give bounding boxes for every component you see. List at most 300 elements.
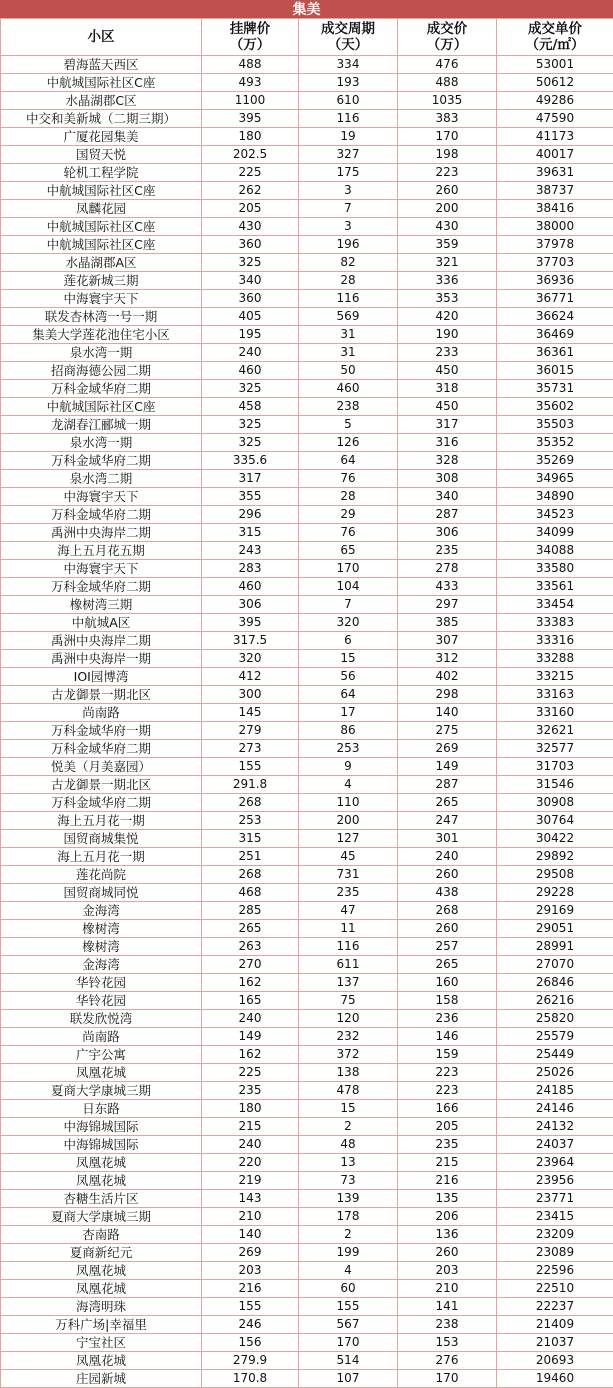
deal-price-cell: 402: [398, 668, 497, 686]
table-row: [1, 956, 613, 974]
deal-cycle-cell: 5: [299, 416, 398, 434]
listing-price-cell: 155: [202, 758, 299, 776]
deal-cycle-cell: 200: [299, 812, 398, 830]
listing-price-cell: 180: [202, 128, 299, 146]
deal-price-cell: 158: [398, 992, 497, 1010]
deal-price-cell: 260: [398, 182, 497, 200]
table-row: [1, 1172, 613, 1190]
community-cell: 莲花新城三期: [1, 272, 202, 290]
listing-price-cell: 265: [202, 920, 299, 938]
unit-price-cell: 24185: [497, 1082, 613, 1100]
community-cell: 凤凰花城: [1, 1172, 202, 1190]
listing-price-cell: 162: [202, 974, 299, 992]
community-cell: 悦美（月美嘉园）: [1, 758, 202, 776]
table-row: [1, 650, 613, 668]
table-row: [1, 686, 613, 704]
table-row: [1, 488, 613, 506]
deal-cycle-cell: 116: [299, 290, 398, 308]
deal-price-cell: 149: [398, 758, 497, 776]
deal-price-cell: 240: [398, 848, 497, 866]
community-cell: 泉水湾一期: [1, 344, 202, 362]
community-cell: 广宇公寓: [1, 1046, 202, 1064]
deal-price-cell: 170: [398, 128, 497, 146]
community-cell: 日东路: [1, 1100, 202, 1118]
table-row: [1, 1280, 613, 1298]
unit-price-cell: 33561: [497, 578, 613, 596]
table-row: [1, 1010, 613, 1028]
unit-price-cell: 23089: [497, 1244, 613, 1262]
listing-price-cell: 325: [202, 254, 299, 272]
deal-price-cell: 260: [398, 1244, 497, 1262]
community-cell: 凤凰花城: [1, 1154, 202, 1172]
unit-price-cell: 30422: [497, 830, 613, 848]
deal-cycle-cell: 3: [299, 182, 398, 200]
listing-price-cell: 219: [202, 1172, 299, 1190]
deal-price-cell: 206: [398, 1208, 497, 1226]
unit-price-cell: 35602: [497, 398, 613, 416]
table-row: [1, 1316, 613, 1334]
listing-price-cell: 395: [202, 614, 299, 632]
deal-price-cell: 318: [398, 380, 497, 398]
listing-price-cell: 240: [202, 1010, 299, 1028]
listing-price-cell: 458: [202, 398, 299, 416]
header-deal-cycle-unit: （天）: [299, 37, 397, 53]
deal-cycle-cell: 327: [299, 146, 398, 164]
community-cell: 凤凰花城: [1, 1262, 202, 1280]
header-listing-price-label: 挂牌价: [202, 21, 298, 37]
listing-price-cell: 493: [202, 74, 299, 92]
table-row: [1, 524, 613, 542]
listing-price-cell: 460: [202, 578, 299, 596]
unit-price-cell: 29169: [497, 902, 613, 920]
unit-price-cell: 33580: [497, 560, 613, 578]
community-cell: 中航城国际社区C座: [1, 398, 202, 416]
table-row: [1, 974, 613, 992]
community-cell: 中航城A区: [1, 614, 202, 632]
table-row: [1, 1064, 613, 1082]
unit-price-cell: 34088: [497, 542, 613, 560]
table-row: [1, 1118, 613, 1136]
deal-price-cell: 298: [398, 686, 497, 704]
community-cell: 凤凰花城: [1, 1280, 202, 1298]
listing-price-cell: 300: [202, 686, 299, 704]
deal-price-cell: 385: [398, 614, 497, 632]
unit-price-cell: 30908: [497, 794, 613, 812]
community-cell: 万科金域华府二期: [1, 740, 202, 758]
header-deal-price-label: 成交价: [398, 21, 496, 37]
deal-cycle-cell: 514: [299, 1352, 398, 1370]
listing-price-cell: 240: [202, 344, 299, 362]
community-cell: 碧海蓝天西区: [1, 56, 202, 74]
deal-cycle-cell: 64: [299, 686, 398, 704]
deal-price-cell: 223: [398, 1064, 497, 1082]
deal-price-cell: 216: [398, 1172, 497, 1190]
community-cell: 中海锦城国际: [1, 1136, 202, 1154]
table-row: [1, 722, 613, 740]
community-cell: 中海寰宇天下: [1, 290, 202, 308]
community-cell: 万科广场|幸福里: [1, 1316, 202, 1334]
deal-price-cell: 235: [398, 1136, 497, 1154]
deal-cycle-cell: 4: [299, 1262, 398, 1280]
listing-price-cell: 291.8: [202, 776, 299, 794]
table-row: [1, 1226, 613, 1244]
deal-price-cell: 353: [398, 290, 497, 308]
deal-price-cell: 287: [398, 506, 497, 524]
community-cell: 中航城国际社区C座: [1, 218, 202, 236]
listing-price-cell: 180: [202, 1100, 299, 1118]
table-row: [1, 866, 613, 884]
table-row: [1, 1298, 613, 1316]
header-deal-cycle-label: 成交周期: [299, 21, 397, 37]
listing-price-cell: 360: [202, 290, 299, 308]
table-body: [1, 56, 613, 1388]
deal-price-cell: 136: [398, 1226, 497, 1244]
header-deal-price-unit: （万）: [398, 37, 496, 53]
listing-price-cell: 306: [202, 596, 299, 614]
listing-price-cell: 317.5: [202, 632, 299, 650]
deal-price-cell: 238: [398, 1316, 497, 1334]
table-row: [1, 830, 613, 848]
listing-price-cell: 488: [202, 56, 299, 74]
unit-price-cell: 33160: [497, 704, 613, 722]
deal-cycle-cell: 19: [299, 128, 398, 146]
unit-price-cell: 36361: [497, 344, 613, 362]
deal-price-cell: 260: [398, 920, 497, 938]
unit-price-cell: 26846: [497, 974, 613, 992]
header-listing-price: [202, 19, 299, 56]
deal-price-cell: 420: [398, 308, 497, 326]
unit-price-cell: 32621: [497, 722, 613, 740]
table-row: [1, 1352, 613, 1370]
listing-price-cell: 225: [202, 164, 299, 182]
unit-price-cell: 50612: [497, 74, 613, 92]
table-row: [1, 740, 613, 758]
table-row: [1, 812, 613, 830]
deal-price-cell: 438: [398, 884, 497, 902]
deal-cycle-cell: 610: [299, 92, 398, 110]
deal-price-cell: 160: [398, 974, 497, 992]
listing-price-cell: 335.6: [202, 452, 299, 470]
deal-cycle-cell: 569: [299, 308, 398, 326]
header-unit-price-label: 成交单价: [497, 21, 613, 37]
deal-price-cell: 166: [398, 1100, 497, 1118]
unit-price-cell: 36015: [497, 362, 613, 380]
deal-price-cell: 450: [398, 398, 497, 416]
table-row: [1, 938, 613, 956]
listing-price-cell: 262: [202, 182, 299, 200]
unit-price-cell: 35352: [497, 434, 613, 452]
deal-price-cell: 276: [398, 1352, 497, 1370]
listing-price-cell: 412: [202, 668, 299, 686]
deal-cycle-cell: 120: [299, 1010, 398, 1028]
unit-price-cell: 24037: [497, 1136, 613, 1154]
community-cell: 泉水湾一期: [1, 434, 202, 452]
listing-price-cell: 279.9: [202, 1352, 299, 1370]
table-row: [1, 470, 613, 488]
community-cell: 龙湖春江郦城一期: [1, 416, 202, 434]
listing-price-cell: 140: [202, 1226, 299, 1244]
unit-price-cell: 33163: [497, 686, 613, 704]
unit-price-cell: 30764: [497, 812, 613, 830]
unit-price-cell: 35731: [497, 380, 613, 398]
deal-price-cell: 265: [398, 956, 497, 974]
community-cell: 中航城国际社区C座: [1, 236, 202, 254]
deal-price-cell: 321: [398, 254, 497, 272]
table-row: [1, 128, 613, 146]
table-row: [1, 254, 613, 272]
listing-price-cell: 317: [202, 470, 299, 488]
community-cell: 海湾明珠: [1, 1298, 202, 1316]
deal-price-cell: 328: [398, 452, 497, 470]
unit-price-cell: 23956: [497, 1172, 613, 1190]
unit-price-cell: 41173: [497, 128, 613, 146]
community-cell: 杏糖生活片区: [1, 1190, 202, 1208]
table-row: [1, 1154, 613, 1172]
listing-price-cell: 273: [202, 740, 299, 758]
table-row: [1, 164, 613, 182]
deal-price-cell: 140: [398, 704, 497, 722]
community-cell: 中交和美新城（二期三期）: [1, 110, 202, 128]
deal-cycle-cell: 31: [299, 326, 398, 344]
table-row: [1, 776, 613, 794]
table-row: [1, 344, 613, 362]
listing-price-cell: 269: [202, 1244, 299, 1262]
community-cell: 中海寰宇天下: [1, 488, 202, 506]
table-row: [1, 1370, 613, 1388]
deal-price-cell: 190: [398, 326, 497, 344]
community-cell: 中海锦城国际: [1, 1118, 202, 1136]
deal-cycle-cell: 334: [299, 56, 398, 74]
deal-price-cell: 159: [398, 1046, 497, 1064]
community-cell: 万科金域华府二期: [1, 452, 202, 470]
community-cell: 华铃花园: [1, 992, 202, 1010]
listing-price-cell: 162: [202, 1046, 299, 1064]
deal-price-cell: 200: [398, 200, 497, 218]
deal-price-cell: 476: [398, 56, 497, 74]
table-row: [1, 110, 613, 128]
community-cell: 莲花尚院: [1, 866, 202, 884]
deal-price-cell: 488: [398, 74, 497, 92]
deal-price-cell: 287: [398, 776, 497, 794]
listing-price-cell: 279: [202, 722, 299, 740]
deal-cycle-cell: 6: [299, 632, 398, 650]
table-row: [1, 1046, 613, 1064]
unit-price-cell: 21409: [497, 1316, 613, 1334]
header-community-label: 小区: [88, 29, 115, 45]
deal-cycle-cell: 76: [299, 524, 398, 542]
unit-price-cell: 29051: [497, 920, 613, 938]
community-cell: 泉水湾二期: [1, 470, 202, 488]
unit-price-cell: 24132: [497, 1118, 613, 1136]
deal-price-cell: 170: [398, 1370, 497, 1388]
table-row: [1, 236, 613, 254]
unit-price-cell: 25026: [497, 1064, 613, 1082]
deal-cycle-cell: 3: [299, 218, 398, 236]
deal-cycle-cell: 731: [299, 866, 398, 884]
unit-price-cell: 34099: [497, 524, 613, 542]
listing-price-cell: 468: [202, 884, 299, 902]
unit-price-cell: 40017: [497, 146, 613, 164]
unit-price-cell: 37978: [497, 236, 613, 254]
deal-price-cell: 450: [398, 362, 497, 380]
deal-price-cell: 223: [398, 1082, 497, 1100]
deal-cycle-cell: 15: [299, 650, 398, 668]
community-cell: 万科金域华府二期: [1, 578, 202, 596]
community-cell: 万科金域华府一期: [1, 722, 202, 740]
deal-cycle-cell: 170: [299, 560, 398, 578]
table-row: [1, 920, 613, 938]
unit-price-cell: 23415: [497, 1208, 613, 1226]
listing-price-cell: 155: [202, 1298, 299, 1316]
table-row: [1, 506, 613, 524]
table-row: [1, 632, 613, 650]
deal-cycle-cell: 253: [299, 740, 398, 758]
community-cell: 橡树湾三期: [1, 596, 202, 614]
deal-price-cell: 308: [398, 470, 497, 488]
deal-cycle-cell: 31: [299, 344, 398, 362]
community-cell: 中航城国际社区C座: [1, 74, 202, 92]
table-row: [1, 704, 613, 722]
listing-price-cell: 220: [202, 1154, 299, 1172]
unit-price-cell: 47590: [497, 110, 613, 128]
community-cell: 凤凰花城: [1, 1352, 202, 1370]
table-row: [1, 542, 613, 560]
deal-cycle-cell: 17: [299, 704, 398, 722]
deal-price-cell: 301: [398, 830, 497, 848]
deal-price-cell: 236: [398, 1010, 497, 1028]
unit-price-cell: 34965: [497, 470, 613, 488]
deal-cycle-cell: 9: [299, 758, 398, 776]
deal-cycle-cell: 7: [299, 200, 398, 218]
deal-cycle-cell: 2: [299, 1118, 398, 1136]
listing-price-cell: 268: [202, 794, 299, 812]
deal-price-cell: 359: [398, 236, 497, 254]
listing-price-cell: 156: [202, 1334, 299, 1352]
unit-price-cell: 20693: [497, 1352, 613, 1370]
deal-cycle-cell: 116: [299, 938, 398, 956]
listing-price-cell: 205: [202, 200, 299, 218]
deal-price-cell: 135: [398, 1190, 497, 1208]
listing-price-cell: 216: [202, 1280, 299, 1298]
header-unit-price-unit: （元/㎡）: [497, 37, 613, 53]
deal-price-cell: 312: [398, 650, 497, 668]
deal-cycle-cell: 175: [299, 164, 398, 182]
community-cell: 海上五月花一期: [1, 812, 202, 830]
table-row: [1, 902, 613, 920]
table-row: [1, 1208, 613, 1226]
deal-cycle-cell: 199: [299, 1244, 398, 1262]
deal-price-cell: 317: [398, 416, 497, 434]
header-deal-cycle: [299, 19, 398, 56]
unit-price-cell: 34890: [497, 488, 613, 506]
listing-price-cell: 203: [202, 1262, 299, 1280]
header-listing-price-unit: （万）: [202, 37, 298, 53]
listing-price-cell: 296: [202, 506, 299, 524]
table-row: [1, 434, 613, 452]
deal-cycle-cell: 76: [299, 470, 398, 488]
deal-cycle-cell: 29: [299, 506, 398, 524]
unit-price-cell: 36936: [497, 272, 613, 290]
deal-cycle-cell: 110: [299, 794, 398, 812]
listing-price-cell: 202.5: [202, 146, 299, 164]
table-row: [1, 1262, 613, 1280]
listing-price-cell: 225: [202, 1064, 299, 1082]
deal-price-cell: 268: [398, 902, 497, 920]
unit-price-cell: 25579: [497, 1028, 613, 1046]
deal-cycle-cell: 238: [299, 398, 398, 416]
community-cell: 宁宝社区: [1, 1334, 202, 1352]
community-cell: 联发杏林湾一号一期: [1, 308, 202, 326]
table-row: [1, 146, 613, 164]
table-row: [1, 614, 613, 632]
deal-price-cell: 210: [398, 1280, 497, 1298]
table-row: [1, 200, 613, 218]
unit-price-cell: 23964: [497, 1154, 613, 1172]
unit-price-cell: 38416: [497, 200, 613, 218]
deal-price-cell: 307: [398, 632, 497, 650]
listing-price-cell: 210: [202, 1208, 299, 1226]
header-community: [1, 19, 202, 56]
unit-price-cell: 28991: [497, 938, 613, 956]
deal-cycle-cell: 64: [299, 452, 398, 470]
unit-price-cell: 33454: [497, 596, 613, 614]
listing-price-cell: 395: [202, 110, 299, 128]
deal-cycle-cell: 13: [299, 1154, 398, 1172]
deal-cycle-cell: 155: [299, 1298, 398, 1316]
listing-price-cell: 430: [202, 218, 299, 236]
deal-price-cell: 260: [398, 866, 497, 884]
community-cell: 中海寰宇天下: [1, 560, 202, 578]
community-cell: 庄园新城: [1, 1370, 202, 1388]
deal-cycle-cell: 235: [299, 884, 398, 902]
deal-cycle-cell: 11: [299, 920, 398, 938]
unit-price-cell: 36624: [497, 308, 613, 326]
community-cell: 水晶湖郡C区: [1, 92, 202, 110]
unit-price-cell: 22237: [497, 1298, 613, 1316]
unit-price-cell: 36771: [497, 290, 613, 308]
unit-price-cell: 26216: [497, 992, 613, 1010]
listing-price-cell: 235: [202, 1082, 299, 1100]
community-cell: 杏南路: [1, 1226, 202, 1244]
deal-cycle-cell: 75: [299, 992, 398, 1010]
deal-cycle-cell: 320: [299, 614, 398, 632]
listing-price-cell: 325: [202, 416, 299, 434]
deal-price-cell: 336: [398, 272, 497, 290]
deal-cycle-cell: 56: [299, 668, 398, 686]
community-cell: 国贸商城同悦: [1, 884, 202, 902]
listing-price-cell: 243: [202, 542, 299, 560]
community-cell: 国贸天悦: [1, 146, 202, 164]
unit-price-cell: 25820: [497, 1010, 613, 1028]
unit-price-cell: 34523: [497, 506, 613, 524]
deal-cycle-cell: 193: [299, 74, 398, 92]
table-row: [1, 992, 613, 1010]
listing-price-cell: 325: [202, 434, 299, 452]
unit-price-cell: 22596: [497, 1262, 613, 1280]
unit-price-cell: 35503: [497, 416, 613, 434]
deal-cycle-cell: 137: [299, 974, 398, 992]
deal-cycle-cell: 460: [299, 380, 398, 398]
listing-price-cell: 405: [202, 308, 299, 326]
deal-price-cell: 153: [398, 1334, 497, 1352]
deal-price-cell: 247: [398, 812, 497, 830]
deal-cycle-cell: 73: [299, 1172, 398, 1190]
deal-cycle-cell: 15: [299, 1100, 398, 1118]
deal-cycle-cell: 170: [299, 1334, 398, 1352]
unit-price-cell: 38000: [497, 218, 613, 236]
listing-price-cell: 283: [202, 560, 299, 578]
deal-cycle-cell: 126: [299, 434, 398, 452]
